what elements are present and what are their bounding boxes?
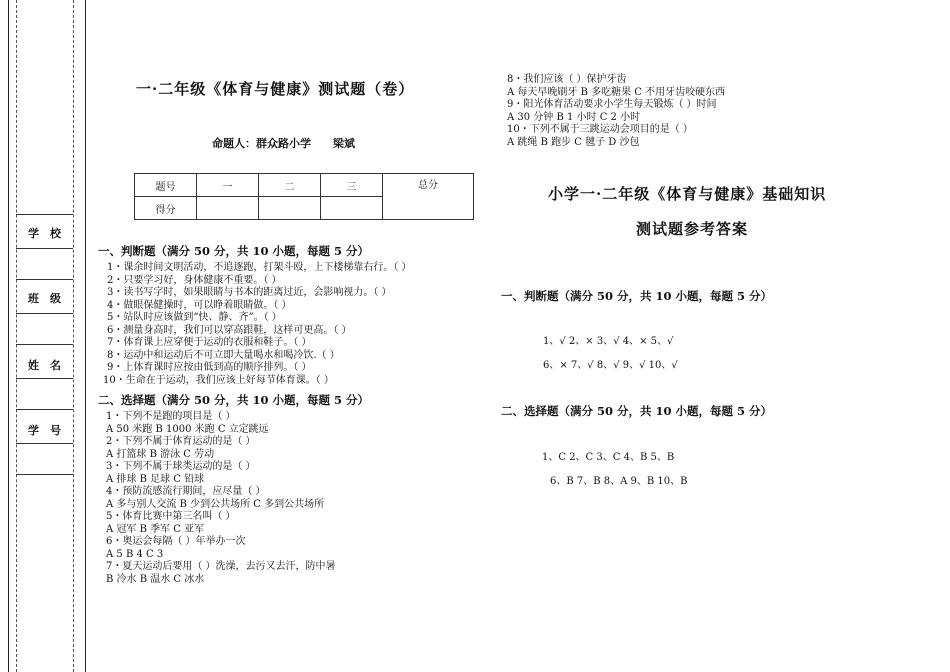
class-cell [16,279,73,344]
answer-row: 1、C 2、C 3、C 4、B 5、B [542,452,675,463]
author-line [212,135,355,151]
answer-row: 1、√ 2、× 3、√ 4、× 5、√ [543,336,674,347]
score-col-2: 二 [259,174,321,197]
tf-question: 1・课余时间文明活动，不追逐跑，打架斗殴，上下楼梯靠右行。（ ） [107,262,412,273]
name-label-char: 名 [50,359,61,372]
tf-question: 4・做眼保健操时，可以睁着眼睛做。（ ） [107,299,292,311]
mc-line: A 多与别人交流 B 少到公共场所 C 多到公共场所 [106,498,325,510]
mc-line: 1・下列不是跑的项目是（ ） [106,411,236,422]
score-table [134,173,474,220]
tf-question: 7・体育课上应穿便于运动的衣服和鞋子。（ ） [107,337,312,348]
mc-line: 5・体育比赛中第三名叫（ ） [106,511,236,522]
tf-question: 3・读书写字时，如果眼睛与书本的距离过近，会影响视力。（ ） [107,287,392,298]
mc-line: 9・阳光体育活动要求小学生每天锻炼（ ）时间 [507,99,717,110]
mc-line: 2・下列不属于体育运动的是（ ） [106,436,256,447]
score-row-label: 得分 [135,197,197,220]
mc-line: 6・奥运会每隔（ ）年举办一次 [106,536,246,547]
mc-line: 10・下列不属于三跳运动会项目的是（ ） [507,124,693,135]
score-cell [197,197,259,220]
mc-line: A 5 B 4 C 3 [106,548,164,560]
tf-question: 2・只要学习好，身体健康不重要。（ ） [107,274,282,286]
exam-title: 一·二年级《体育与健康》测试题（卷） [136,80,415,98]
student-id-cell [16,409,73,475]
margin-line-1 [8,0,9,672]
answer-sec1-heading: 一、判断题（满分 50 分，共 10 小题，每题 5 分） [501,289,773,303]
tf-question: 5・站队时应该做到“快、静、齐”。（ ） [107,312,282,323]
mc-line: A 打篮球 B 游泳 C 劳动 [106,448,215,460]
school-label-char: 学 [28,227,39,240]
binding-info-box [16,214,73,504]
mc-line: A 排球 B 足球 C 铅球 [106,473,205,485]
margin-line-3 [73,0,74,672]
tf-question: 8・运动中和运动后不可立即大量喝水和喝冷饮.（ ） [107,349,340,361]
answer-key-title: 小学一·二年级《体育与健康》基础知识 [548,185,827,203]
tf-question: 9・上体育课时应按由低到高的顺序排列。（ ） [107,362,312,373]
answer-row: 6、× 7、√ 8、√ 9、√ 10、√ [543,360,678,371]
mc-line: B 冷水 B 温水 C 冰水 [106,573,205,585]
mc-line: 3・下列不属于球类运动的是（ ） [106,461,256,472]
answer-sec2-heading: 二、选择题（满分 50 分，共 10 小题，每题 5 分） [501,404,773,418]
mc-line: 8・我们应该（ ）保护牙齿 [507,74,627,85]
mc-line: 7・夏天运动后要用（ ）洗澡，去污又去汗，防中暑 [106,561,336,572]
score-cell [259,197,321,220]
answer-row: 6、B 7、B 8、A 9、B 10、B [550,476,688,487]
id-label-char: 号 [50,424,61,437]
score-row-label: 题号 [135,174,197,197]
tf-question: 6・测量身高时，我们可以穿高跟鞋，这样可更高。（ ） [107,324,352,336]
school-cell [16,214,73,279]
margin-line-4 [85,0,86,672]
section1-heading: 一、判断题（满分 50 分，共 10 小题，每题 5 分） [98,244,370,258]
score-cell [321,197,383,220]
name-cell [16,344,73,409]
score-col-1: 一 [197,174,259,197]
mc-line: A 50 米跑 B 1000 米跑 C 立定跳远 [106,423,269,435]
name-label-char: 姓 [28,359,39,372]
mc-line: A 跳绳 B 跑步 C 毽子 D 沙包 [507,136,640,148]
class-label-char: 班 [28,292,39,305]
id-label-char: 学 [28,424,39,437]
score-total: 总分 [383,174,474,220]
mc-line: A 每天早晚刷牙 B 多吃糖果 C 不用牙齿咬硬东西 [507,86,726,98]
score-col-3: 三 [321,174,383,197]
answer-key-subtitle: 测试题参考答案 [636,220,749,238]
author-label: 命题人：群众路小学 [212,137,311,150]
section2-heading: 二、选择题（满分 50 分，共 10 小题，每题 5 分） [98,393,370,407]
author-name: 梁斌 [333,137,355,150]
mc-line: A 30 分钟 B 1 小时 C 2 小时 [507,111,641,123]
class-label-char: 级 [50,292,61,305]
tf-question: 10・生命在于运动，我们应该上好每节体育课。（ ） [103,374,334,386]
mc-line: A 冠军 B 季军 C 亚军 [106,523,205,535]
mc-line: 4・预防流感流行期间，应尽量（ ） [106,486,266,497]
school-label-char: 校 [50,227,61,240]
